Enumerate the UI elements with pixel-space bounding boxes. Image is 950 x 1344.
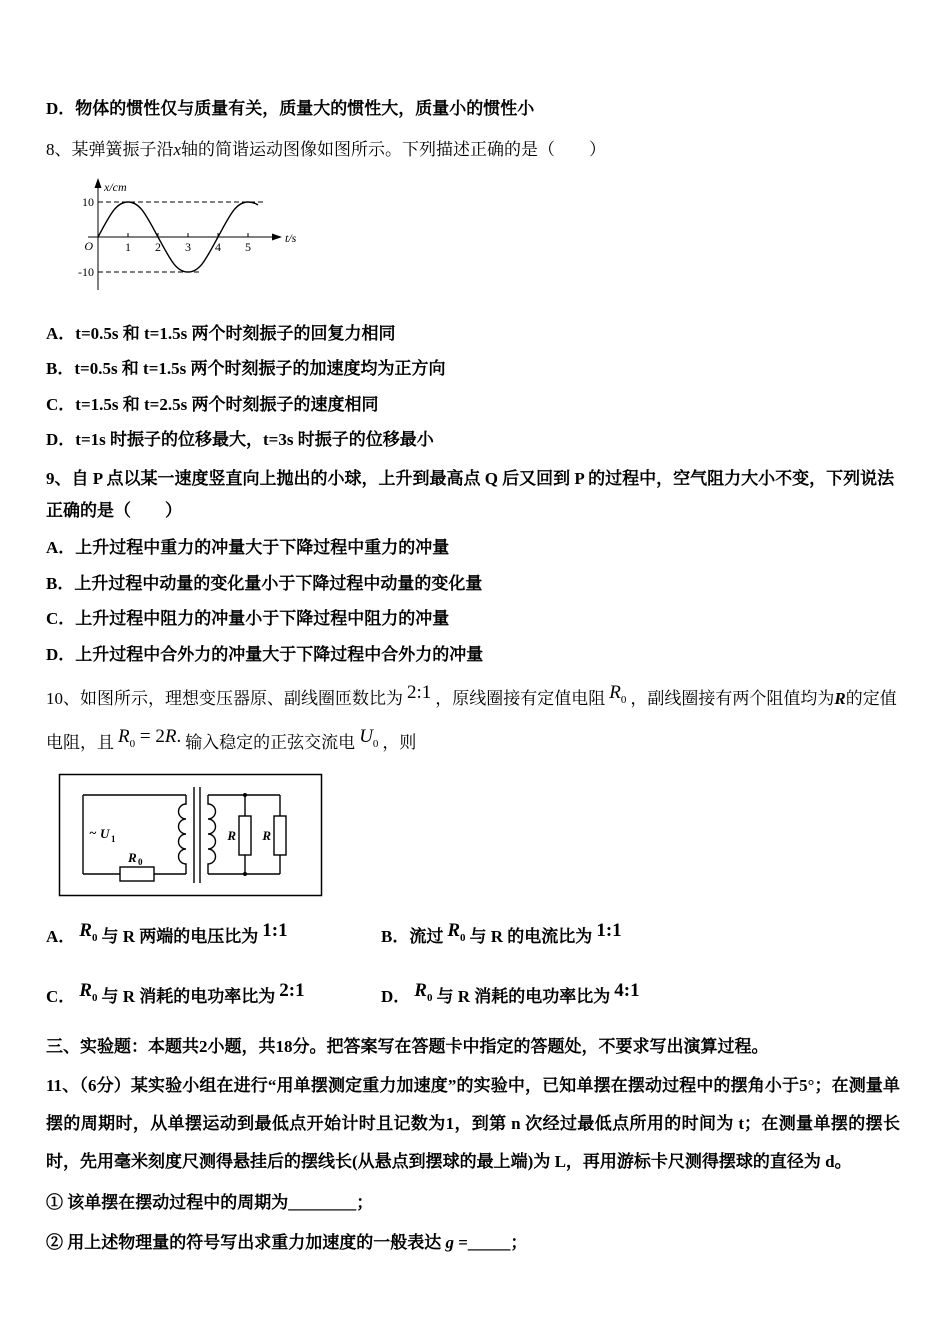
q9-option-d: D．上升过程中合外力的冲量大于下降过程中合外力的冲量	[46, 644, 484, 664]
q10-option-d: D． $R_0$ 与 R 消耗的电功率比为 4:1	[381, 979, 640, 1006]
section3-title: 三、实验题：本题共2小题，共18分。把答案写在答题卡中指定的答题处，不要求写出演算过程。	[46, 1037, 769, 1057]
q10-stem	[46, 677, 900, 764]
q10-options	[46, 919, 900, 1010]
math-r0-equals-2r: $R_0 = 2R$.	[118, 726, 182, 750]
q8-stem-pre: 8、某弹簧振子沿	[46, 139, 174, 159]
r-left-label: R	[227, 827, 236, 843]
q10-option-c: C． $R_0$ 与 R 消耗的电功率比为 2:1	[46, 979, 305, 1006]
q9-option-c: C．上升过程中阻力的冲量小于下降过程中阻力的冲量	[46, 609, 450, 629]
math-u0: $U_0$	[359, 726, 379, 750]
q11-stem: 11、（6分）某实验小组在进行“用单摆测定重力加速度”的实验中，已知单摆在摆动过程中的摆角小于5°；在测量单摆的周期时，从单摆运动到最低点开始计时且记数为1，到第 n 次经过最低点所用的时间为 t；在测量单摆的摆长时，先用毫米刻度尺测得悬挂后的摆线长(从悬点到摆球的最上端)为 L，再用游标卡尺测得摆球的直径为 d。	[46, 1075, 900, 1172]
y-axis-label: x/cm	[104, 179, 127, 194]
resistor-r-right	[274, 816, 286, 855]
math-r0: $R_0$	[79, 919, 98, 944]
q10-stem-s3: ，副线圈接有两个阻值均为	[630, 689, 835, 709]
junction-dot-bottom	[243, 872, 247, 876]
secondary-coil	[208, 795, 216, 874]
x-tick-2: 2	[155, 239, 161, 254]
q8-option-c: C．t=1.5s 和 t=2.5s 两个时刻振子的速度相同	[46, 394, 379, 414]
r0-label: R	[128, 849, 137, 865]
x-tick-5: 5	[245, 239, 251, 254]
x-axis-label: t/s	[285, 230, 297, 245]
q11-sub2-post: =_____；	[454, 1232, 528, 1252]
math-ratio: 1:1	[262, 919, 288, 941]
math-r0: $R_0$	[447, 919, 466, 944]
y-axis-arrow	[95, 178, 102, 188]
origin-label: O	[84, 238, 93, 253]
q10-stem-s4: 的定值电阻，且	[46, 689, 897, 753]
q10-option-a: A． $R_0$ 与 R 两端的电压比为 1:1	[46, 919, 288, 946]
q7-option-d: D．物体的惯性仅与质量有关，质量大的惯性大，质量小的惯性小	[46, 99, 535, 118]
math-turns-ratio: 2:1	[407, 682, 432, 704]
x-axis-arrow	[272, 233, 282, 240]
math-ratio: 2:1	[279, 979, 305, 1001]
q9-stem: 9、自 P 点以某一速度竖直向上抛出的小球，上升到最高点 Q 后又回到 P 的过程中，空气阻力大小不变，下列说法正确的是（ ）	[46, 468, 895, 521]
x-tick-4: 4	[215, 239, 221, 254]
q11-sub2-pre: ② 用上述物理量的符号写出求重力加速度的一般表达	[46, 1232, 446, 1252]
q10-circuit-svg	[58, 773, 330, 899]
resistor-r-left	[239, 816, 251, 855]
q8-option-b: B．t=0.5s 和 t=1.5s 两个时刻振子的加速度均为正方向	[46, 359, 446, 379]
r0-label-sub: 0	[138, 856, 143, 867]
q10-stem-s2: ，原线圈接有定值电阻	[435, 689, 606, 709]
q8-stem	[46, 134, 900, 166]
math-r0: $R_0$	[609, 682, 627, 707]
q8-oscillation-graph	[58, 174, 900, 307]
x-tick-3: 3	[185, 239, 191, 254]
q9-option-b: B．上升过程中动量的变化量小于下降过程中动量的变化量	[46, 573, 483, 593]
q11-sub1: ① 该单摆在摆动过程中的周期为________；	[46, 1193, 374, 1213]
q10-stem-s5: 输入稳定的正弦交流电	[185, 733, 356, 753]
y-tick-minus10: -10	[78, 264, 94, 279]
q8-option-d: D．t=1s 时振子的位移最大，t=3s 时振子的位移最小	[46, 430, 434, 450]
junction-dot-top	[243, 793, 247, 797]
x-tick-1: 1	[125, 239, 131, 254]
figure-frame	[60, 774, 322, 895]
q10-stem-s1: 10、如图所示，理想变压器原、副线圈匝数比为	[46, 689, 403, 709]
q8-stem-variable-x: x	[173, 139, 182, 159]
math-ratio: 1:1	[596, 919, 622, 941]
source-voltage-sub: 1	[111, 833, 116, 844]
r-right-label: R	[262, 827, 271, 843]
q10-transformer-circuit	[58, 773, 900, 904]
ac-source-tilde: ~	[89, 824, 97, 840]
math-r0: $R_0$	[414, 979, 433, 1004]
q8-option-a: A．t=0.5s 和 t=1.5s 两个时刻振子的回复力相同	[46, 323, 396, 343]
resistor-r0	[120, 867, 154, 881]
math-r0: $R_0$	[79, 979, 98, 1004]
q10-variable-r: R	[834, 689, 846, 709]
q8-stem-post: 轴的简谐运动图像如图所示。下列描述正确的是（ ）	[181, 139, 607, 159]
y-tick-plus10: 10	[82, 194, 94, 209]
q8-graph-svg	[58, 174, 308, 302]
q10-option-b: B．流过 $R_0$ 与 R 的电流比为 1:1	[381, 919, 622, 946]
primary-coil	[179, 795, 187, 874]
source-voltage-label: U	[100, 825, 110, 841]
q9-option-a: A．上升过程中重力的冲量大于下降过程中重力的冲量	[46, 538, 450, 558]
q11-sub2	[46, 1225, 900, 1261]
q11-variable-g: g	[445, 1232, 454, 1252]
q10-stem-s6: ，则	[382, 733, 417, 753]
math-ratio: 4:1	[614, 979, 640, 1001]
